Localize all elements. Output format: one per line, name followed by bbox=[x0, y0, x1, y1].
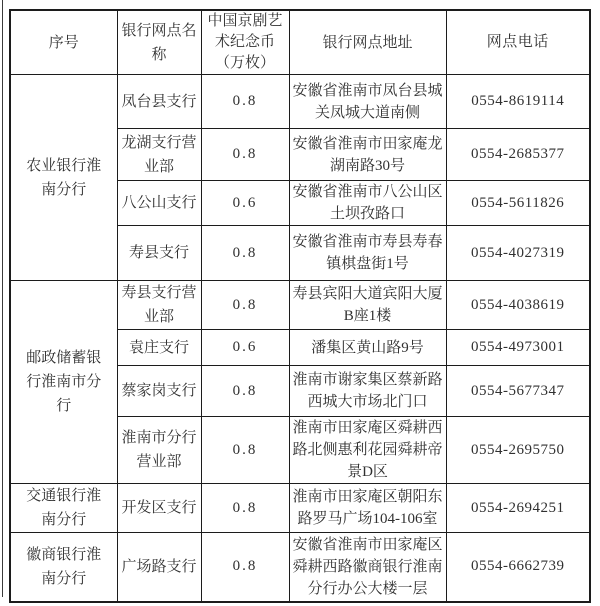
bank-name-cell: 交通银行淮南分行 bbox=[10, 484, 117, 533]
branch-phone-cell: 0554-8619114 bbox=[446, 75, 590, 129]
bank-name-cell: 农业银行淮南分行 bbox=[10, 75, 117, 281]
coin-quantity-cell: 0.8 bbox=[201, 75, 289, 129]
coin-quantity-cell: 0.6 bbox=[201, 181, 289, 226]
branch-phone-cell: 0554-2685377 bbox=[446, 129, 590, 181]
bank-coin-distribution-table bbox=[9, 9, 591, 603]
branch-name-cell: 龙湖支行营业部 bbox=[117, 129, 201, 181]
branch-name-cell: 广场路支行 bbox=[117, 533, 201, 602]
branch-phone-cell: 0554-4038619 bbox=[446, 281, 590, 330]
branch-address-cell: 淮南市田家庵区舜耕西路北侧惠利花园舜耕帝景D区 bbox=[289, 417, 446, 484]
col-header-coin-quantity: 中国京剧艺术纪念币（万枚） bbox=[201, 10, 289, 75]
branch-address-cell: 安徽省淮南市凤台县城关凤城大道南侧 bbox=[289, 75, 446, 129]
bank-name-cell: 徽商银行淮南分行 bbox=[10, 533, 117, 602]
cropped-column-edge-line bbox=[2, 0, 3, 597]
col-header-serial: 序号 bbox=[10, 10, 117, 75]
branch-address-cell: 淮南市田家庵区朝阳东路罗马广场104-106室 bbox=[289, 484, 446, 533]
table-row bbox=[10, 484, 590, 533]
coin-quantity-cell: 0.8 bbox=[201, 366, 289, 417]
bank-name-cell: 邮政储蓄银行淮南市分行 bbox=[10, 281, 117, 484]
branch-address-cell: 寿县宾阳大道宾阳大厦B座1楼 bbox=[289, 281, 446, 330]
coin-quantity-cell: 0.8 bbox=[201, 281, 289, 330]
branch-phone-cell: 0554-2695750 bbox=[446, 417, 590, 484]
header-row bbox=[10, 10, 590, 75]
branch-name-cell: 八公山支行 bbox=[117, 181, 201, 226]
branch-address-cell: 淮南市谢家集区蔡新路西城大市场北门口 bbox=[289, 366, 446, 417]
branch-address-cell: 安徽省淮南市田家庵区舜耕西路徽商银行淮南分行办公大楼一层 bbox=[289, 533, 446, 602]
branch-address-cell: 安徽省淮南市寿县寿春镇棋盘街1号 bbox=[289, 226, 446, 281]
coin-quantity-cell: 0.8 bbox=[201, 533, 289, 602]
col-header-branch-name: 银行网点名称 bbox=[117, 10, 201, 75]
branch-address-cell: 潘集区黄山路9号 bbox=[289, 330, 446, 366]
col-header-branch-phone: 网点电话 bbox=[446, 10, 590, 75]
branch-phone-cell: 0554-5677347 bbox=[446, 366, 590, 417]
branch-name-cell: 寿县支行 bbox=[117, 226, 201, 281]
branch-phone-cell: 0554-4973001 bbox=[446, 330, 590, 366]
branch-phone-cell: 0554-2694251 bbox=[446, 484, 590, 533]
branch-address-cell: 安徽省淮南市田家庵龙湖南路30号 bbox=[289, 129, 446, 181]
branch-phone-cell: 0554-6662739 bbox=[446, 533, 590, 602]
branch-name-cell: 开发区支行 bbox=[117, 484, 201, 533]
branch-phone-cell: 0554-4027319 bbox=[446, 226, 590, 281]
table-row bbox=[10, 533, 590, 602]
branch-name-cell: 袁庄支行 bbox=[117, 330, 201, 366]
coin-quantity-cell: 0.8 bbox=[201, 129, 289, 181]
branch-name-cell: 寿县支行营业部 bbox=[117, 281, 201, 330]
coin-quantity-cell: 0.6 bbox=[201, 330, 289, 366]
coin-quantity-cell: 0.8 bbox=[201, 417, 289, 484]
coin-quantity-cell: 0.8 bbox=[201, 226, 289, 281]
table-row bbox=[10, 281, 590, 330]
branch-name-cell: 凤台县支行 bbox=[117, 75, 201, 129]
branch-phone-cell: 0554-5611826 bbox=[446, 181, 590, 226]
branch-name-cell: 蔡家岗支行 bbox=[117, 366, 201, 417]
table-row bbox=[10, 75, 590, 129]
coin-quantity-cell: 0.8 bbox=[201, 484, 289, 533]
col-header-branch-address: 银行网点地址 bbox=[289, 10, 446, 75]
branch-address-cell: 安徽省淮南市八公山区土坝孜路口 bbox=[289, 181, 446, 226]
branch-name-cell: 淮南市分行营业部 bbox=[117, 417, 201, 484]
